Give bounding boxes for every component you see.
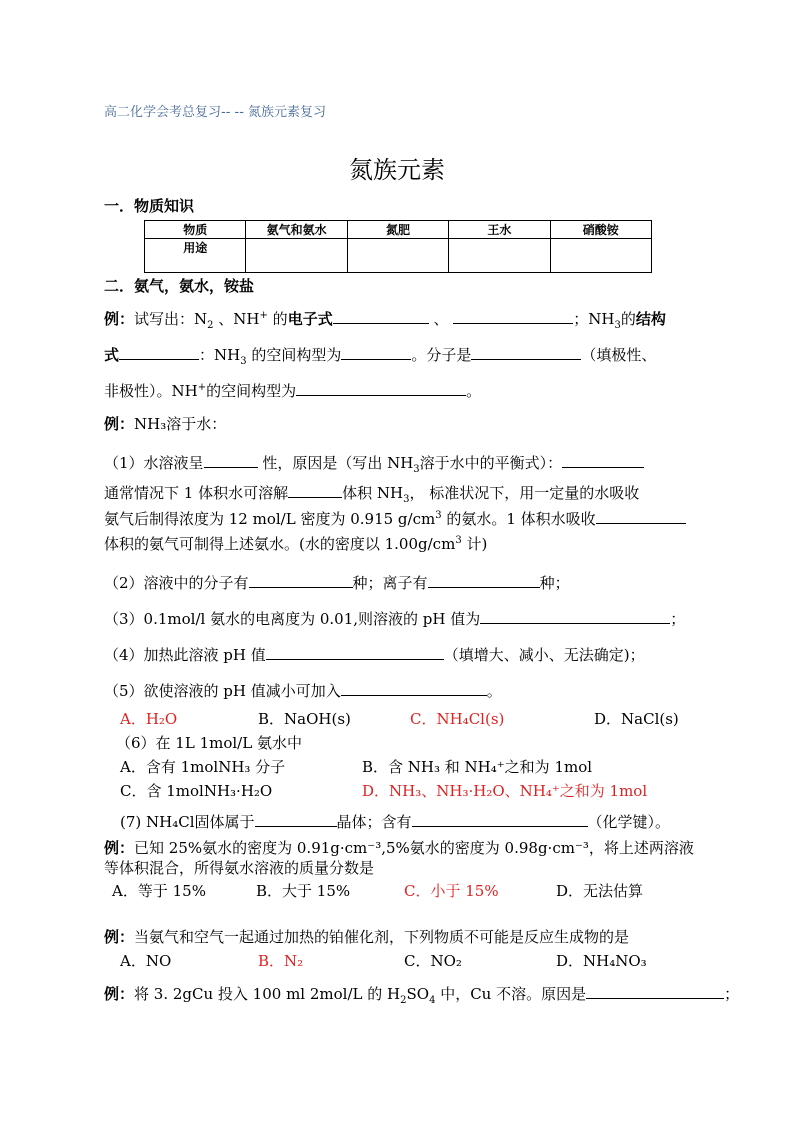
question-1-line-2 <box>104 345 657 367</box>
question-1-line-3 <box>104 381 481 399</box>
subscript: 2 <box>400 995 407 1006</box>
q5-text: 中，Cu 不溶。原因是 <box>435 985 587 1003</box>
q2-text: 晶体；含有 <box>336 813 412 831</box>
answer-blank[interactable] <box>296 381 466 396</box>
table-header: 氨气和氨水 <box>246 221 347 239</box>
q2-text: (7) NH₄Cl固体属于 <box>120 813 255 831</box>
table-header: 氮肥 <box>347 221 448 239</box>
option-d[interactable]: D．NH₄NO₃ <box>556 952 647 970</box>
q2-text: 体积的氨气可制得上述氨水。(水的密度以 1.00g/cm <box>104 535 456 553</box>
table-row-label: 用途 <box>145 239 246 273</box>
option-a[interactable]: A．NO <box>120 952 172 970</box>
option-d[interactable]: D．NH₃、NH₃·H₂O、NH₄⁺之和为 1mol <box>362 782 648 800</box>
question-1-line-1 <box>104 309 666 331</box>
superscript: 3 <box>455 535 462 546</box>
answer-blank[interactable] <box>586 984 724 999</box>
answer-blank[interactable] <box>412 812 588 827</box>
option-c[interactable]: C．小于 15% <box>404 882 499 900</box>
q2-text: （2）溶液中的分子有 <box>104 574 249 592</box>
q2-text: ， 标准状况下，用一定量的水吸收 <box>409 484 640 502</box>
option-b[interactable]: B．含 NH₃ 和 NH₄⁺之和为 1mol <box>362 758 593 776</box>
q2-text: （1）水溶液呈 <box>104 454 204 472</box>
question-2-4 <box>104 645 645 663</box>
q1-text: 。 <box>466 382 482 400</box>
option-b[interactable]: B．NaOH(s) <box>258 710 351 728</box>
q1-bold: 电子式 <box>287 310 333 328</box>
answer-blank[interactable] <box>255 812 337 827</box>
table-cell[interactable] <box>347 239 448 273</box>
q1-text: 、 <box>433 310 449 328</box>
question-2-1-line-2 <box>104 483 640 505</box>
question-2-6: （6）在 1L 1mol/L 氨水中 <box>116 734 302 752</box>
q2-text: 通常情况下 1 体积水可溶解 <box>104 484 289 502</box>
option-d[interactable]: D．无法估算 <box>556 882 644 900</box>
subscript: 3 <box>614 320 621 331</box>
q1-text: 的空间构型为 <box>206 382 297 400</box>
section-1-heading: 一．物质知识 <box>104 197 195 215</box>
q4-text: 当氨气和空气一起通过加热的铂催化剂，下列物质不可能是反应生成物的是 <box>134 928 630 946</box>
superscript: + <box>259 310 268 321</box>
answer-blank[interactable] <box>341 345 411 360</box>
answer-blank[interactable] <box>288 483 342 498</box>
example-label: 例： <box>104 310 135 328</box>
q2-text: 性，原因是（写出 NH <box>257 454 414 472</box>
q1-text: 、NH <box>213 310 260 328</box>
superscript: 3 <box>435 510 442 521</box>
answer-blank[interactable] <box>453 309 573 324</box>
example-label: 例： <box>104 415 135 433</box>
option-c[interactable]: C．NH₄Cl(s) <box>410 710 505 728</box>
answer-blank[interactable] <box>562 453 644 468</box>
answer-blank[interactable] <box>596 509 686 524</box>
option-a[interactable]: A．H₂O <box>120 710 178 728</box>
subscript: 3 <box>413 464 420 475</box>
q1-text: ：NH <box>199 346 241 364</box>
q2-text: （5）欲使溶液的 pH 值减小可加入 <box>104 682 341 700</box>
table-header: 硝酸铵 <box>550 221 651 239</box>
subscript: 3 <box>240 356 247 367</box>
q2-text: （3）0.1mol/l 氨水的电离度为 0.01,则溶液的 pH 值为 <box>104 610 481 628</box>
subscript: 2 <box>207 320 214 331</box>
q2-text: 体积 NH <box>342 484 404 502</box>
question-2-7 <box>120 812 670 830</box>
q2-text: 溶于水中的平衡式）： <box>419 454 563 472</box>
question-2-intro <box>104 417 226 432</box>
option-a[interactable]: A．含有 1molNH₃ 分子 <box>120 758 286 776</box>
question-2-1-line-3 <box>104 509 686 527</box>
q2-text: （填增大、减小、无法确定)； <box>443 646 645 664</box>
q2-text: NH₃溶于水： <box>134 415 227 433</box>
answer-blank[interactable] <box>428 573 540 588</box>
q2-text: （化学键）。 <box>587 813 671 831</box>
answer-blank[interactable] <box>119 345 199 360</box>
q2-text: （4）加热此溶液 pH 值 <box>104 646 266 664</box>
q1-text: 非极性）。NH <box>104 382 198 400</box>
option-c[interactable]: C．含 1molNH₃·H₂O <box>120 782 273 800</box>
answer-blank[interactable] <box>204 453 258 468</box>
option-b[interactable]: B．大于 15% <box>256 882 351 900</box>
q2-text: 。 <box>486 682 502 700</box>
question-2-3 <box>104 609 685 627</box>
substance-table <box>144 220 652 273</box>
page-title: 氮族元素 <box>349 156 445 184</box>
table-cell[interactable] <box>449 239 550 273</box>
subscript: 3 <box>403 494 410 505</box>
example-label: 例： <box>104 839 135 857</box>
table-cell[interactable] <box>550 239 651 273</box>
answer-blank[interactable] <box>266 645 444 660</box>
option-d[interactable]: D．NaCl(s) <box>594 710 679 728</box>
q3-text: 已知 25%氨水的密度为 0.91g·cm⁻³,5%氨水的密度为 0.98g·cm⁻³，将上述两溶液 <box>134 839 694 857</box>
table-header: 物质 <box>145 221 246 239</box>
answer-blank[interactable] <box>480 609 670 624</box>
table-header: 王水 <box>449 221 550 239</box>
answer-blank[interactable] <box>471 345 581 360</box>
superscript: + <box>197 382 207 393</box>
option-b[interactable]: B．N₂ <box>258 952 304 970</box>
answer-blank[interactable] <box>333 309 429 324</box>
q1-text: （填极性、 <box>581 346 657 364</box>
q2-text: 种； <box>539 574 570 592</box>
question-3-line-2: 等体积混合，所得氨水溶液的质量分数是 <box>104 859 375 877</box>
q2-text: ； <box>670 610 686 628</box>
q1-text: 。分子是 <box>411 346 472 364</box>
q1-bold: 式 <box>104 346 120 364</box>
q1-text: 的 <box>620 310 636 328</box>
q5-text: 将 3. 2gCu 投入 100 ml 2mol/L 的 H <box>134 985 401 1003</box>
subscript: 4 <box>429 995 436 1006</box>
option-a[interactable]: A．等于 15% <box>112 882 206 900</box>
section-2-heading: 二．氨气，氨水，铵盐 <box>104 277 255 295</box>
q1-text: 试写出：N <box>134 310 208 328</box>
q2-text: 种；离子有 <box>352 574 428 592</box>
q5-text: ； <box>724 985 740 1003</box>
question-2-1-line-1 <box>104 453 644 475</box>
answer-blank[interactable] <box>249 573 353 588</box>
question-3-line-1 <box>104 841 694 856</box>
q1-bold: 结构 <box>635 310 666 328</box>
question-2-5 <box>104 681 502 699</box>
question-5 <box>104 984 740 1006</box>
q2-text: 计) <box>461 535 488 553</box>
q2-text: 的氨水。1 体积水吸收 <box>441 510 596 528</box>
q1-text: ；NH <box>573 310 615 328</box>
q2-text: 氨气后制得浓度为 12 mol/L 密度为 0.915 g/cm <box>104 510 436 528</box>
page-header: 高二化学会考总复习-- -- 氮族元素复习 <box>104 105 327 120</box>
table-cell[interactable] <box>246 239 347 273</box>
q5-text: SO <box>406 985 430 1003</box>
q1-text: 的空间构型为 <box>246 346 342 364</box>
answer-blank[interactable] <box>341 681 487 696</box>
q1-text: 的 <box>267 310 288 328</box>
option-c[interactable]: C．NO₂ <box>404 952 462 970</box>
question-2-1-line-4 <box>104 537 487 552</box>
example-label: 例： <box>104 985 135 1003</box>
question-2-2 <box>104 573 570 591</box>
example-label: 例： <box>104 928 135 946</box>
question-4-line-1 <box>104 930 629 945</box>
